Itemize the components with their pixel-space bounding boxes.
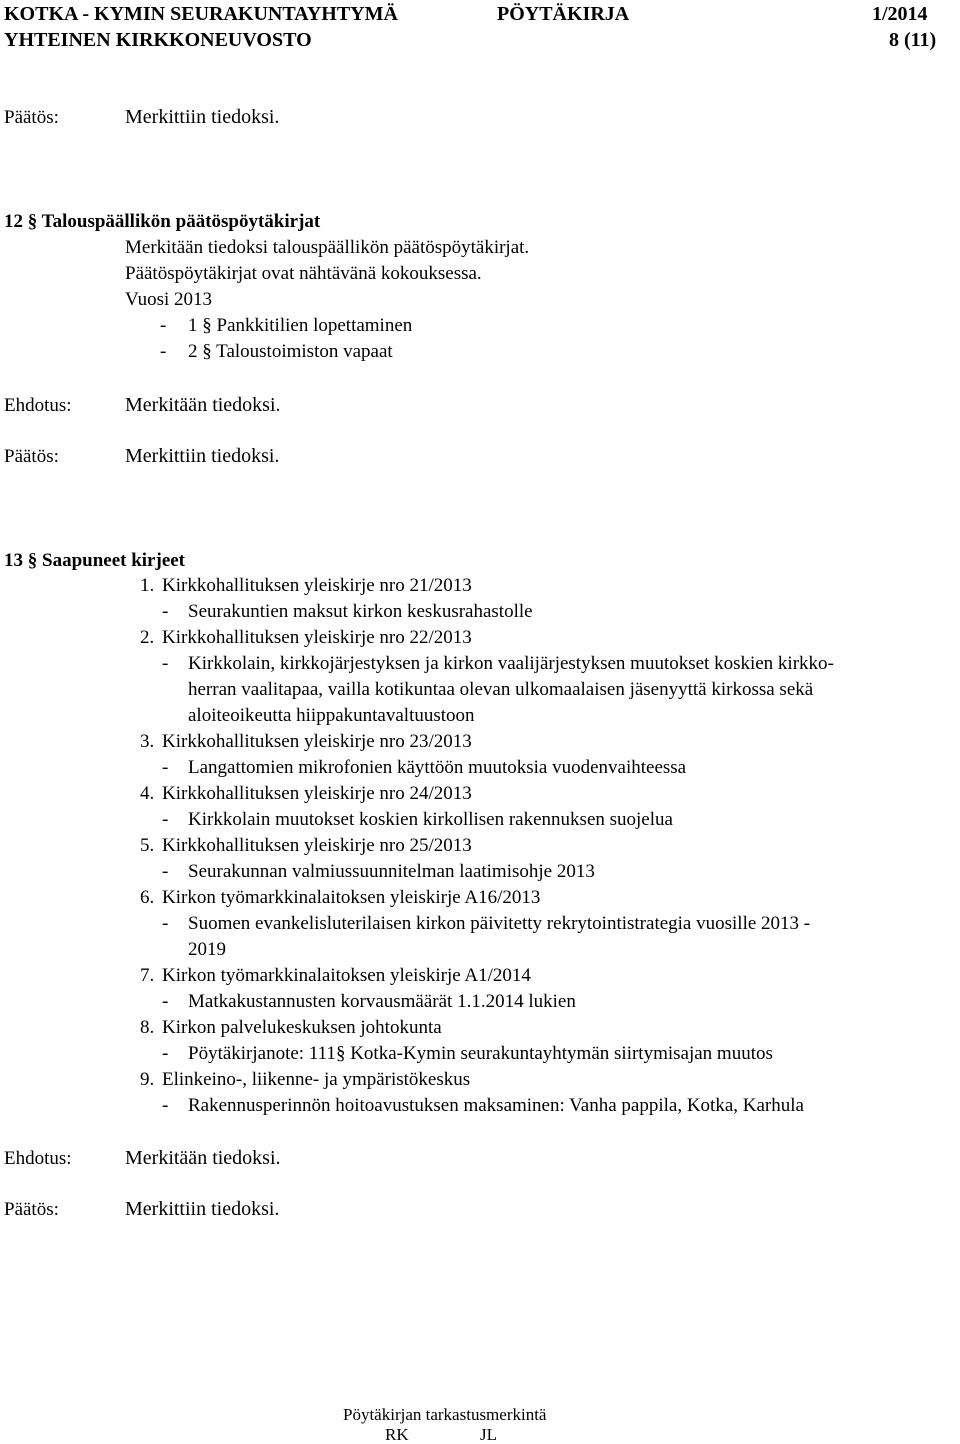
list-dash: - bbox=[162, 809, 169, 830]
subject-suffix: Kotka-Kymin seurakuntayhtymän siirtymisajan muutos bbox=[350, 1043, 773, 1064]
letter-subject: Rakennusperinnön hoitoavustuksen maksaminen: Vanha pappila, Kotka, Karhula bbox=[188, 1095, 804, 1116]
list-dash: - bbox=[162, 861, 169, 882]
letter-subject: Seurakunnan valmiussuunnitelman laatimisohje 2013 bbox=[188, 861, 595, 882]
letter-title: Kirkkohallituksen yleiskirje nro 23/2013 bbox=[162, 731, 472, 752]
decision-text: Merkittiin tiedoksi. bbox=[125, 106, 280, 128]
section-sign: § bbox=[27, 211, 38, 232]
decision-label: Päätös: bbox=[4, 107, 59, 128]
letter-subject: Seurakuntien maksut kirkon keskusrahastolle bbox=[188, 601, 533, 622]
list-number: 9. bbox=[140, 1069, 155, 1090]
letter-title: Kirkkohallituksen yleiskirje nro 22/2013 bbox=[162, 627, 472, 648]
header-doctype: PÖYTÄKIRJA bbox=[497, 3, 630, 25]
list-number: 3. bbox=[140, 731, 155, 752]
letter-title: Kirkkohallituksen yleiskirje nro 24/2013 bbox=[162, 783, 472, 804]
letter-subject: Langattomien mikrofonien käyttöön muutoksia vuodenvaihteessa bbox=[188, 757, 687, 778]
list-item bbox=[188, 342, 393, 361]
decision-label: Päätös: bbox=[4, 446, 59, 467]
section-13-heading bbox=[4, 551, 185, 570]
section-number: 12 bbox=[4, 211, 23, 232]
letter-subject: Kirkkolain muutokset koskien kirkollisen rakennuksen suojelua bbox=[188, 809, 673, 830]
list-number: 6. bbox=[140, 887, 155, 908]
section-12-heading bbox=[4, 212, 320, 231]
list-number: 2. bbox=[140, 627, 155, 648]
subject-prefix: Pöytäkirjanote: 111 bbox=[188, 1043, 336, 1064]
list-dash: - bbox=[162, 991, 169, 1012]
list-number: 4. bbox=[140, 783, 155, 804]
list-dash: - bbox=[162, 653, 169, 674]
decision-text: Merkittiin tiedoksi. bbox=[125, 1198, 280, 1220]
proposal-label: Ehdotus: bbox=[4, 1148, 72, 1169]
letter-subject bbox=[188, 1044, 773, 1063]
item-number: 2 bbox=[188, 341, 198, 362]
list-dash: - bbox=[160, 341, 167, 362]
proposal-text: Merkitään tiedoksi. bbox=[125, 394, 281, 416]
list-number: 8. bbox=[140, 1017, 155, 1038]
footer-initials-rk: RK bbox=[385, 1425, 409, 1444]
section-title: Talouspäällikön päätöspöytäkirjat bbox=[41, 211, 321, 232]
section-number: 13 bbox=[4, 550, 23, 571]
section-sign: § bbox=[202, 341, 212, 362]
letter-title: Kirkon palvelukeskuksen johtokunta bbox=[162, 1017, 442, 1038]
section-12-line: Merkitään tiedoksi talouspäällikön päätöspöytäkirjat. bbox=[125, 237, 530, 258]
header-docnum: 1/2014 bbox=[872, 3, 928, 25]
list-dash: - bbox=[162, 913, 169, 934]
section-sign: § bbox=[202, 315, 212, 336]
footer-caption: Pöytäkirjan tarkastusmerkintä bbox=[343, 1405, 547, 1424]
item-number: 1 bbox=[188, 315, 198, 336]
list-dash: - bbox=[162, 1043, 169, 1064]
list-item bbox=[188, 316, 412, 335]
decision-label: Päätös: bbox=[4, 1199, 59, 1220]
letter-title: Kirkkohallituksen yleiskirje nro 25/2013 bbox=[162, 835, 472, 856]
footer-initials-jl: JL bbox=[480, 1425, 497, 1444]
letter-subject: Suomen evankelisluterilaisen kirkon päivitetty rekrytointistrategia vuosille 2013 - bbox=[188, 913, 811, 934]
letter-title: Elinkeino-, liikenne- ja ympäristökeskus bbox=[162, 1069, 471, 1090]
header-body: YHTEINEN KIRKKONEUVOSTO bbox=[4, 29, 312, 51]
header-org: KOTKA - KYMIN SEURAKUNTAYHTYMÄ bbox=[4, 3, 398, 25]
item-text: Taloustoimiston vapaat bbox=[216, 341, 393, 362]
letter-subject: 2019 bbox=[188, 939, 226, 960]
letter-subject: herran vaalitapaa, vailla kotikuntaa olevan ulkomaalaisen jäsenyyttä kirkossa sekä bbox=[188, 679, 814, 700]
proposal-label: Ehdotus: bbox=[4, 395, 72, 416]
section-sign: § bbox=[27, 550, 38, 571]
letter-subject: Matkakustannusten korvausmäärät 1.1.2014 lukien bbox=[188, 991, 576, 1012]
list-number: 7. bbox=[140, 965, 155, 986]
section-12-line: Päätöspöytäkirjat ovat nähtävänä kokouksessa. bbox=[125, 263, 482, 284]
section-title: Saapuneet kirjeet bbox=[42, 550, 186, 571]
list-dash: - bbox=[160, 315, 167, 336]
list-number: 5. bbox=[140, 835, 155, 856]
section-sign: § bbox=[335, 1043, 346, 1064]
item-text: Pankkitilien lopettaminen bbox=[216, 315, 413, 336]
decision-text: Merkittiin tiedoksi. bbox=[125, 445, 280, 467]
header-page: 8 (11) bbox=[889, 29, 937, 51]
list-number: 1. bbox=[140, 575, 155, 596]
list-dash: - bbox=[162, 601, 169, 622]
list-dash: - bbox=[162, 757, 169, 778]
letter-title: Kirkon työmarkkinalaitoksen yleiskirje A16/2013 bbox=[162, 887, 541, 908]
list-dash: - bbox=[162, 1095, 169, 1116]
letter-title: Kirkkohallituksen yleiskirje nro 21/2013 bbox=[162, 575, 472, 596]
proposal-text: Merkitään tiedoksi. bbox=[125, 1147, 281, 1169]
letter-subject: Kirkkolain, kirkkojärjestyksen ja kirkon vaalijärjestyksen muutokset koskien kirkko- bbox=[188, 653, 834, 674]
section-12-line: Vuosi 2013 bbox=[125, 289, 213, 310]
letter-title: Kirkon työmarkkinalaitoksen yleiskirje A1/2014 bbox=[162, 965, 531, 986]
letter-subject: aloiteoikeutta hiippakuntavaltuustoon bbox=[188, 705, 475, 726]
